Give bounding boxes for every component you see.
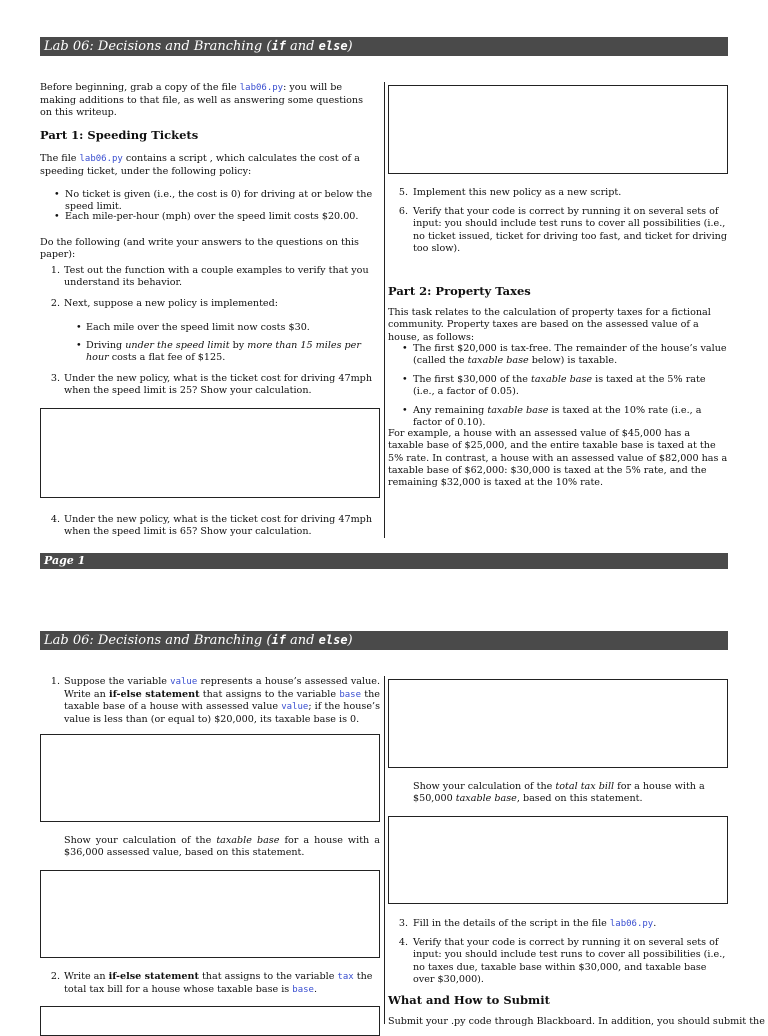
q3-seg: .	[653, 918, 657, 929]
bullet-text	[413, 343, 728, 368]
lab-title-and: and	[285, 633, 319, 648]
part1-filename: lab06.py	[79, 154, 123, 164]
intro-filename: lab06.py	[239, 83, 284, 93]
bullet-dot: •	[76, 322, 82, 333]
lab-title-bar-2	[40, 631, 728, 650]
tax-rule-seg: below) is taxable.	[528, 355, 618, 367]
q2-seg: .	[313, 983, 318, 995]
item-number: 1.	[50, 676, 60, 687]
item-text	[413, 918, 728, 931]
tax-rule-seg: is taxed at the 10% rate (i.e., a factor of 0.10).	[413, 405, 702, 429]
sub-bullet-seg: Driving	[86, 340, 126, 351]
prompt-seg: , based on this statement.	[516, 793, 643, 805]
item-number: 4.	[50, 514, 60, 525]
tax-rule-seg: Any remaining	[413, 405, 488, 416]
q1-seg: the taxable base of a house with assessed value	[64, 688, 380, 713]
tax-rule-seg: The first $20,000 is tax-free. The remainder of the house’s value (called the	[413, 343, 727, 367]
show-base-prompt	[64, 835, 380, 860]
item-text: Next, suppose a new policy is implemented:	[64, 298, 278, 309]
tax-rule-italic: taxable base	[530, 374, 593, 385]
lab-title-close: )	[347, 633, 353, 648]
prompt-seg: for a house with a $50,000	[413, 781, 705, 805]
part1-text: The file	[40, 153, 80, 164]
prompt-seg: Show your calculation of the	[413, 781, 556, 792]
lab-title-and: and	[285, 39, 319, 54]
q2-var-base: base	[292, 984, 314, 995]
item-text: Verify that your code is correct by running it on several sets of input: you should include test runs to cover all possibilities (i.e., no ticket issued, ticket for driving too fast, and ticket for driving too slow).	[413, 206, 727, 254]
q1-var-value: value	[170, 677, 198, 687]
sub-bullet-italic: more than 15 miles per hour	[86, 340, 361, 364]
answer-box[interactable]	[40, 734, 380, 822]
show-tax-prompt	[413, 781, 728, 806]
lab-title-bar	[40, 37, 728, 56]
q2-var-tax: tax	[337, 972, 354, 982]
item-number: 3.	[50, 373, 60, 384]
intro-text-end: : you will be making additions to that file, as well as answering some questions on this writeup.	[40, 82, 364, 118]
answer-box[interactable]	[388, 816, 728, 904]
prompt-seg: for a house with a $36,000 assessed value, based on this statement.	[64, 835, 380, 859]
item-number: 1.	[50, 265, 60, 276]
q3-seg: Fill in the details of the script in the file	[413, 918, 610, 929]
prompt-italic: total tax bill	[555, 781, 615, 792]
answer-box[interactable]	[388, 85, 728, 174]
part2-intro: This task relates to the calculation of property taxes for a fictional community. Property taxes are based on the assessed value of a house, as follows:	[388, 307, 711, 343]
q2-bold: if-else statement	[108, 971, 199, 982]
part1-text-end: contains a script , which calculates the cost of a speeding ticket, under the following policy:	[40, 153, 360, 177]
tax-rule-italic: taxable base	[487, 405, 549, 416]
q1-var-base: base	[339, 689, 362, 700]
bullet-dot: •	[402, 405, 408, 416]
q1-seg: represents a house’s assessed value. Write an	[64, 676, 381, 700]
item-number: 2.	[50, 971, 60, 982]
item-text: Under the new policy, what is the ticket cost for driving 47mph when the speed limit is 25? Show your calculation.	[64, 373, 372, 397]
item-text: Verify that your code is correct by running it on several sets of input: you should include test runs to cover all possibilities (i.e., no taxes due, taxable base within $30,000, and taxable base over $30,000).	[413, 937, 726, 985]
item-text: Test out the function with a couple examples to verify that you understand its behavior.	[64, 265, 369, 289]
q3-filename: lab06.py	[609, 919, 654, 929]
sub-bullet-italic: under the speed limit	[125, 340, 230, 351]
answer-box[interactable]	[40, 870, 380, 958]
tax-rule-seg: is taxed at the 5% rate (i.e., a factor of 0.05).	[413, 374, 706, 398]
column-divider	[384, 82, 385, 538]
column-divider-2	[384, 676, 385, 1024]
intro-paragraph	[40, 82, 378, 119]
bullet-dot: •	[54, 189, 60, 200]
tax-rule-seg: The first $30,000 of the	[413, 374, 531, 385]
lab-title-text: Lab 06: Decisions and Branching (	[44, 39, 272, 54]
example-paragraph: For example, a house with an assessed value of $45,000 has a taxable base of $25,000, and the entire taxable base is taxed at the 5% rate. In contrast, a house with an assessed value of $82,000 has a taxable base of $62,000: $30,000 is taxed at the 5% rate, and the remaining $32,000 is taxed at the 10% rate.	[388, 428, 728, 489]
item-text: Implement this new policy as a new script.	[413, 187, 622, 198]
q2-seg: the total tax bill for a house whose taxable base is	[64, 971, 373, 995]
prompt-seg: Show your calculation of the	[64, 835, 217, 846]
tax-rule-italic: taxable base	[467, 355, 529, 367]
item-number: 3.	[398, 918, 408, 929]
q1-seg: ; if the house’s value is less than (or equal to) $20,000, its taxable base is 0.	[64, 701, 380, 725]
answer-box[interactable]	[40, 1006, 380, 1036]
bullet-text	[413, 405, 728, 430]
sub-bullet-seg: costs a flat fee of $125.	[108, 352, 226, 364]
item-number: 5.	[398, 187, 408, 198]
lab-title-close: )	[347, 39, 353, 54]
bullet-text: Each mile over the speed limit now costs $30.	[86, 322, 310, 333]
q1-seg: that assigns to the variable	[199, 688, 340, 700]
part1-heading: Part 1: Speeding Tickets	[40, 128, 199, 142]
submit-paragraph: Submit your .py code through Blackboard. In addition, you should submit the	[388, 1016, 765, 1027]
submit-heading: What and How to Submit	[388, 993, 550, 1007]
prompt-italic: taxable base	[216, 835, 280, 846]
item-text	[64, 971, 380, 996]
q1-bold: if-else statement	[109, 688, 200, 700]
bullet-text	[413, 374, 728, 399]
lab-title-if: if	[271, 39, 286, 53]
intro-text: Before beginning, grab a copy of the file	[40, 82, 240, 93]
lab-title-else: else	[318, 39, 348, 53]
q2-seg: Write an	[64, 971, 109, 982]
part2-heading: Part 2: Property Taxes	[388, 284, 531, 298]
bullet-dot: •	[402, 343, 408, 354]
bullet-dot: •	[402, 374, 408, 385]
item-number: 4.	[398, 937, 408, 948]
sub-bullet-seg: by	[229, 340, 248, 351]
q1-seg: Suppose the variable	[64, 676, 171, 687]
instructions-text: Do the following (and write your answers to the questions on this paper):	[40, 237, 359, 261]
item-number: 2.	[50, 298, 60, 309]
answer-box[interactable]	[40, 408, 380, 498]
item-number: 6.	[398, 206, 408, 217]
q2-seg: that assigns to the variable	[198, 971, 338, 982]
bullet-dot: •	[76, 340, 82, 351]
page-footer-bar	[40, 553, 728, 569]
q1-var-value: value	[281, 702, 309, 713]
item-text	[64, 676, 380, 726]
prompt-italic: taxable base	[455, 793, 517, 805]
page-number: Page 1	[44, 554, 86, 567]
part1-paragraph	[40, 153, 370, 178]
item-text: Under the new policy, what is the ticket cost for driving 47mph when the speed limit is 65? Show your calculation.	[64, 514, 372, 538]
bullet-dot: •	[54, 211, 60, 222]
bullet-text	[86, 340, 380, 365]
answer-box[interactable]	[388, 679, 728, 768]
bullet-text: Each mile-per-hour (mph) over the speed limit costs $20.00.	[65, 211, 359, 222]
lab-title-else: else	[318, 633, 348, 647]
lab-title-if: if	[271, 633, 286, 647]
bullet-text: No ticket is given (i.e., the cost is 0) for driving at or below the speed limit.	[65, 189, 373, 213]
lab-title-text: Lab 06: Decisions and Branching (	[44, 633, 272, 648]
